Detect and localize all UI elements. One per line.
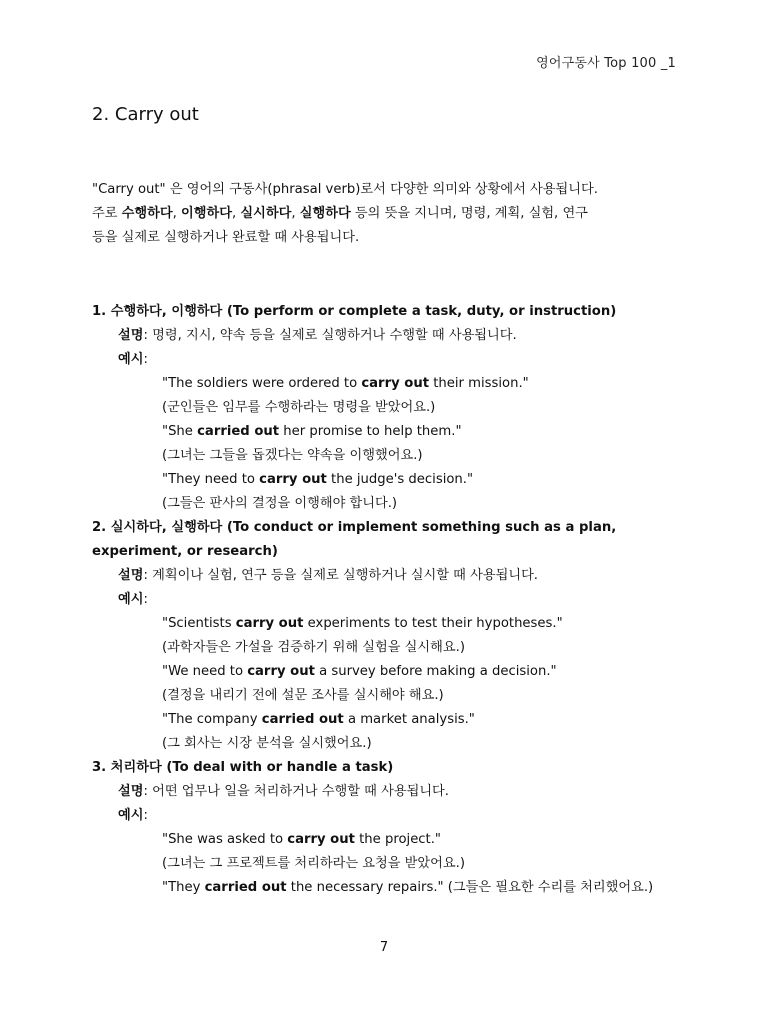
meaning-heading: 3. 처리하다 (To deal with or handle a task) xyxy=(92,760,394,775)
example-translation: (과학자들은 가설을 검증하기 위해 실험을 실시해요.) xyxy=(162,640,465,655)
example-line: "They carried out the necessary repairs." (그들은 필요한 수리를 처리했어요.) xyxy=(162,880,654,895)
example-label: 예시: xyxy=(118,808,148,823)
meaning-section xyxy=(92,516,692,756)
example-translation: (그녀는 그 프로젝트를 처리하라는 요청을 받았어요.) xyxy=(162,856,465,871)
meaning-heading: 1. 수행하다, 이행하다 (To perform or complete a task, duty, or instruction) xyxy=(92,304,617,319)
example-label: 예시: xyxy=(118,592,148,607)
running-header: 영어구동사 Top 100 _1 xyxy=(536,56,676,71)
example-line: "She carried out her promise to help them." xyxy=(162,424,462,439)
explanation-line: 설명: 명령, 지시, 약속 등을 실제로 실행하거나 수행할 때 사용됩니다. xyxy=(118,328,517,343)
intro-line-2: 주로 수행하다, 이행하다, 실시하다, 실행하다 등의 뜻을 지니며, 명령, 계획, 실험, 연구 xyxy=(92,206,588,221)
term: 수행하다 xyxy=(121,206,173,221)
intro-line-1: "Carry out" 은 영어의 구동사(phrasal verb)로서 다양한 의미와 상황에서 사용됩니다. xyxy=(92,182,598,197)
meaning-heading-cont: experiment, or research) xyxy=(92,544,278,559)
example-translation: (그들은 판사의 결정을 이행해야 합니다.) xyxy=(162,496,398,511)
section-title: 2. Carry out xyxy=(92,104,199,125)
term: 실행하다 xyxy=(299,206,351,221)
example-translation: (군인들은 임무를 수행하라는 명령을 받았어요.) xyxy=(162,400,436,415)
example-line: "The company carried out a market analysis." xyxy=(162,712,475,727)
explanation-line: 설명: 계획이나 실험, 연구 등을 실제로 실행하거나 실시할 때 사용됩니다. xyxy=(118,568,539,583)
example-line: "She was asked to carry out the project." xyxy=(162,832,441,847)
example-translation: (결정을 내리기 전에 설문 조사를 실시해야 해요.) xyxy=(162,688,444,703)
term: 실시하다 xyxy=(240,206,292,221)
meaning-heading: 2. 실시하다, 실행하다 (To conduct or implement something such as a plan, xyxy=(92,520,617,535)
term: 이행하다 xyxy=(181,206,232,221)
example-label: 예시: xyxy=(118,352,148,367)
meaning-section xyxy=(92,300,692,516)
example-line: "They need to carry out the judge's decision." xyxy=(162,472,474,487)
page-number: 7 xyxy=(379,940,389,955)
example-line: "We need to carry out a survey before making a decision." xyxy=(162,664,557,679)
example-translation: (그 회사는 시장 분석을 실시했어요.) xyxy=(162,736,372,751)
explanation-line: 설명: 어떤 업무나 일을 처리하거나 수행할 때 사용됩니다. xyxy=(118,784,449,799)
example-line: "Scientists carry out experiments to test their hypotheses." xyxy=(162,616,563,631)
example-translation: (그녀는 그들을 돕겠다는 약속을 이행했어요.) xyxy=(162,448,423,463)
example-line: "The soldiers were ordered to carry out their mission." xyxy=(162,376,529,391)
intro-line-3: 등을 실제로 실행하거나 완료할 때 사용됩니다. xyxy=(92,230,360,245)
meaning-section xyxy=(92,756,692,900)
intro-paragraph xyxy=(92,178,672,250)
meanings-list xyxy=(92,300,692,900)
